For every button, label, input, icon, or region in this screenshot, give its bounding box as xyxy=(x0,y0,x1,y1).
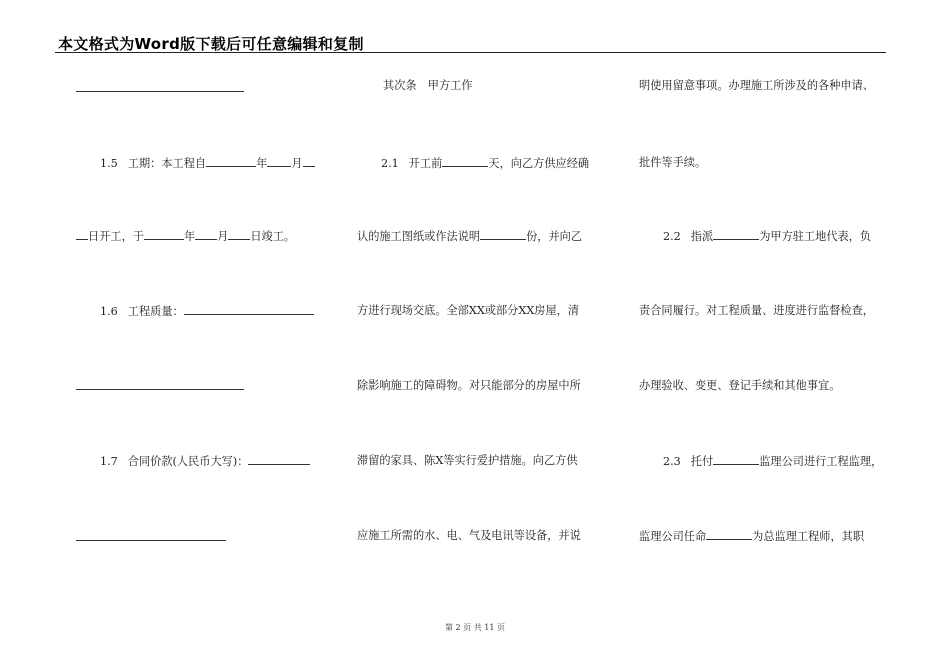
clause-number: 2.1 xyxy=(381,157,399,170)
clause-text: 年 xyxy=(183,230,196,243)
clause-number: 2.2 xyxy=(663,230,681,243)
clause-text: 开工前 xyxy=(408,157,443,170)
page-header-title: 本文格式为Word版下载后可任意编辑和复制 xyxy=(58,35,364,53)
col2-line-4: 方进行现场交底。全部XX或部分XX房屋，清 xyxy=(357,304,580,317)
clause-number: 2.3 xyxy=(663,455,681,468)
fill-blank xyxy=(184,304,314,315)
clause-text: 日开工，于 xyxy=(88,230,144,243)
clause-text: 日竣工。 xyxy=(250,230,296,243)
col1-clause-1-7 xyxy=(100,454,310,469)
header-divider xyxy=(55,52,886,53)
col1-clause-1-5 xyxy=(100,156,315,171)
page-footer: 第 2 页 共 11 页 xyxy=(445,623,505,632)
clause-number: 1.7 xyxy=(100,455,118,468)
fill-blank xyxy=(228,229,250,240)
clause-text: 份，并向乙 xyxy=(526,230,583,243)
clause-text: 年 xyxy=(256,157,268,170)
fill-blank xyxy=(442,156,488,167)
clause-text: 月 xyxy=(291,157,303,170)
col3-line-4: 责合同履行。对工程质量、进度进行监督检查， xyxy=(639,304,874,317)
col2-article-2-heading: 其次条 甲方工作 xyxy=(383,79,473,92)
clause-text: 监理公司任命 xyxy=(639,530,707,543)
fill-blank xyxy=(303,156,315,167)
clause-text: 为甲方驻工地代表，负 xyxy=(759,230,872,243)
clause-text: 认的施工图纸或作法说明 xyxy=(357,230,481,243)
clause-text: 天，向乙方供应经确 xyxy=(488,157,590,170)
col2-line-6: 滞留的家具、陈X等实行爱护措施。向乙方供 xyxy=(357,454,578,467)
col2-line-3 xyxy=(357,229,582,244)
col3-line-5: 办理验收、变更、登记手续和其他事宜。 xyxy=(639,379,841,392)
col1-clause-1-5-cont xyxy=(76,229,295,244)
fill-blank xyxy=(76,229,88,240)
clause-text: 托付 xyxy=(690,455,714,468)
col1-blank-line-3 xyxy=(76,540,226,541)
clause-text: 工期：本工程自 xyxy=(127,157,207,170)
fill-blank xyxy=(480,229,526,240)
clause-number: 1.5 xyxy=(100,157,118,170)
col3-clause-2-3 xyxy=(663,454,882,469)
clause-text: 为总监理工程师，其职 xyxy=(752,530,865,543)
col2-clause-2-1 xyxy=(381,156,589,171)
col3-clause-2-2 xyxy=(663,229,871,244)
fill-blank xyxy=(713,229,759,240)
fill-blank xyxy=(713,454,759,465)
col1-clause-1-6 xyxy=(100,304,314,319)
fill-blank xyxy=(267,156,291,167)
clause-text: 指派 xyxy=(690,230,714,243)
col3-line-1: 明使用留意事项。办理施工所涉及的各种申请、 xyxy=(639,79,874,92)
fill-blank xyxy=(144,229,184,240)
fill-blank xyxy=(206,156,256,167)
col3-line-2: 批件等手续。 xyxy=(639,156,707,169)
clause-number: 1.6 xyxy=(100,305,118,318)
fill-blank xyxy=(706,529,752,540)
clause-text: 月 xyxy=(217,230,229,243)
clause-text: 工程质量： xyxy=(127,305,184,318)
fill-blank xyxy=(248,454,310,465)
clause-text: 合同价款(人民币大写)： xyxy=(127,455,249,468)
clause-text: 监理公司进行工程监理， xyxy=(759,455,883,468)
col3-line-7 xyxy=(639,529,864,544)
col2-line-5: 除影响施工的障碍物。对只能部分的房屋中所 xyxy=(357,379,581,392)
col1-blank-line-2 xyxy=(76,389,244,390)
col1-blank-line-1 xyxy=(76,91,244,92)
col2-line-7: 应施工所需的水、电、气及电讯等设备，并说 xyxy=(357,529,581,542)
fill-blank xyxy=(195,229,217,240)
